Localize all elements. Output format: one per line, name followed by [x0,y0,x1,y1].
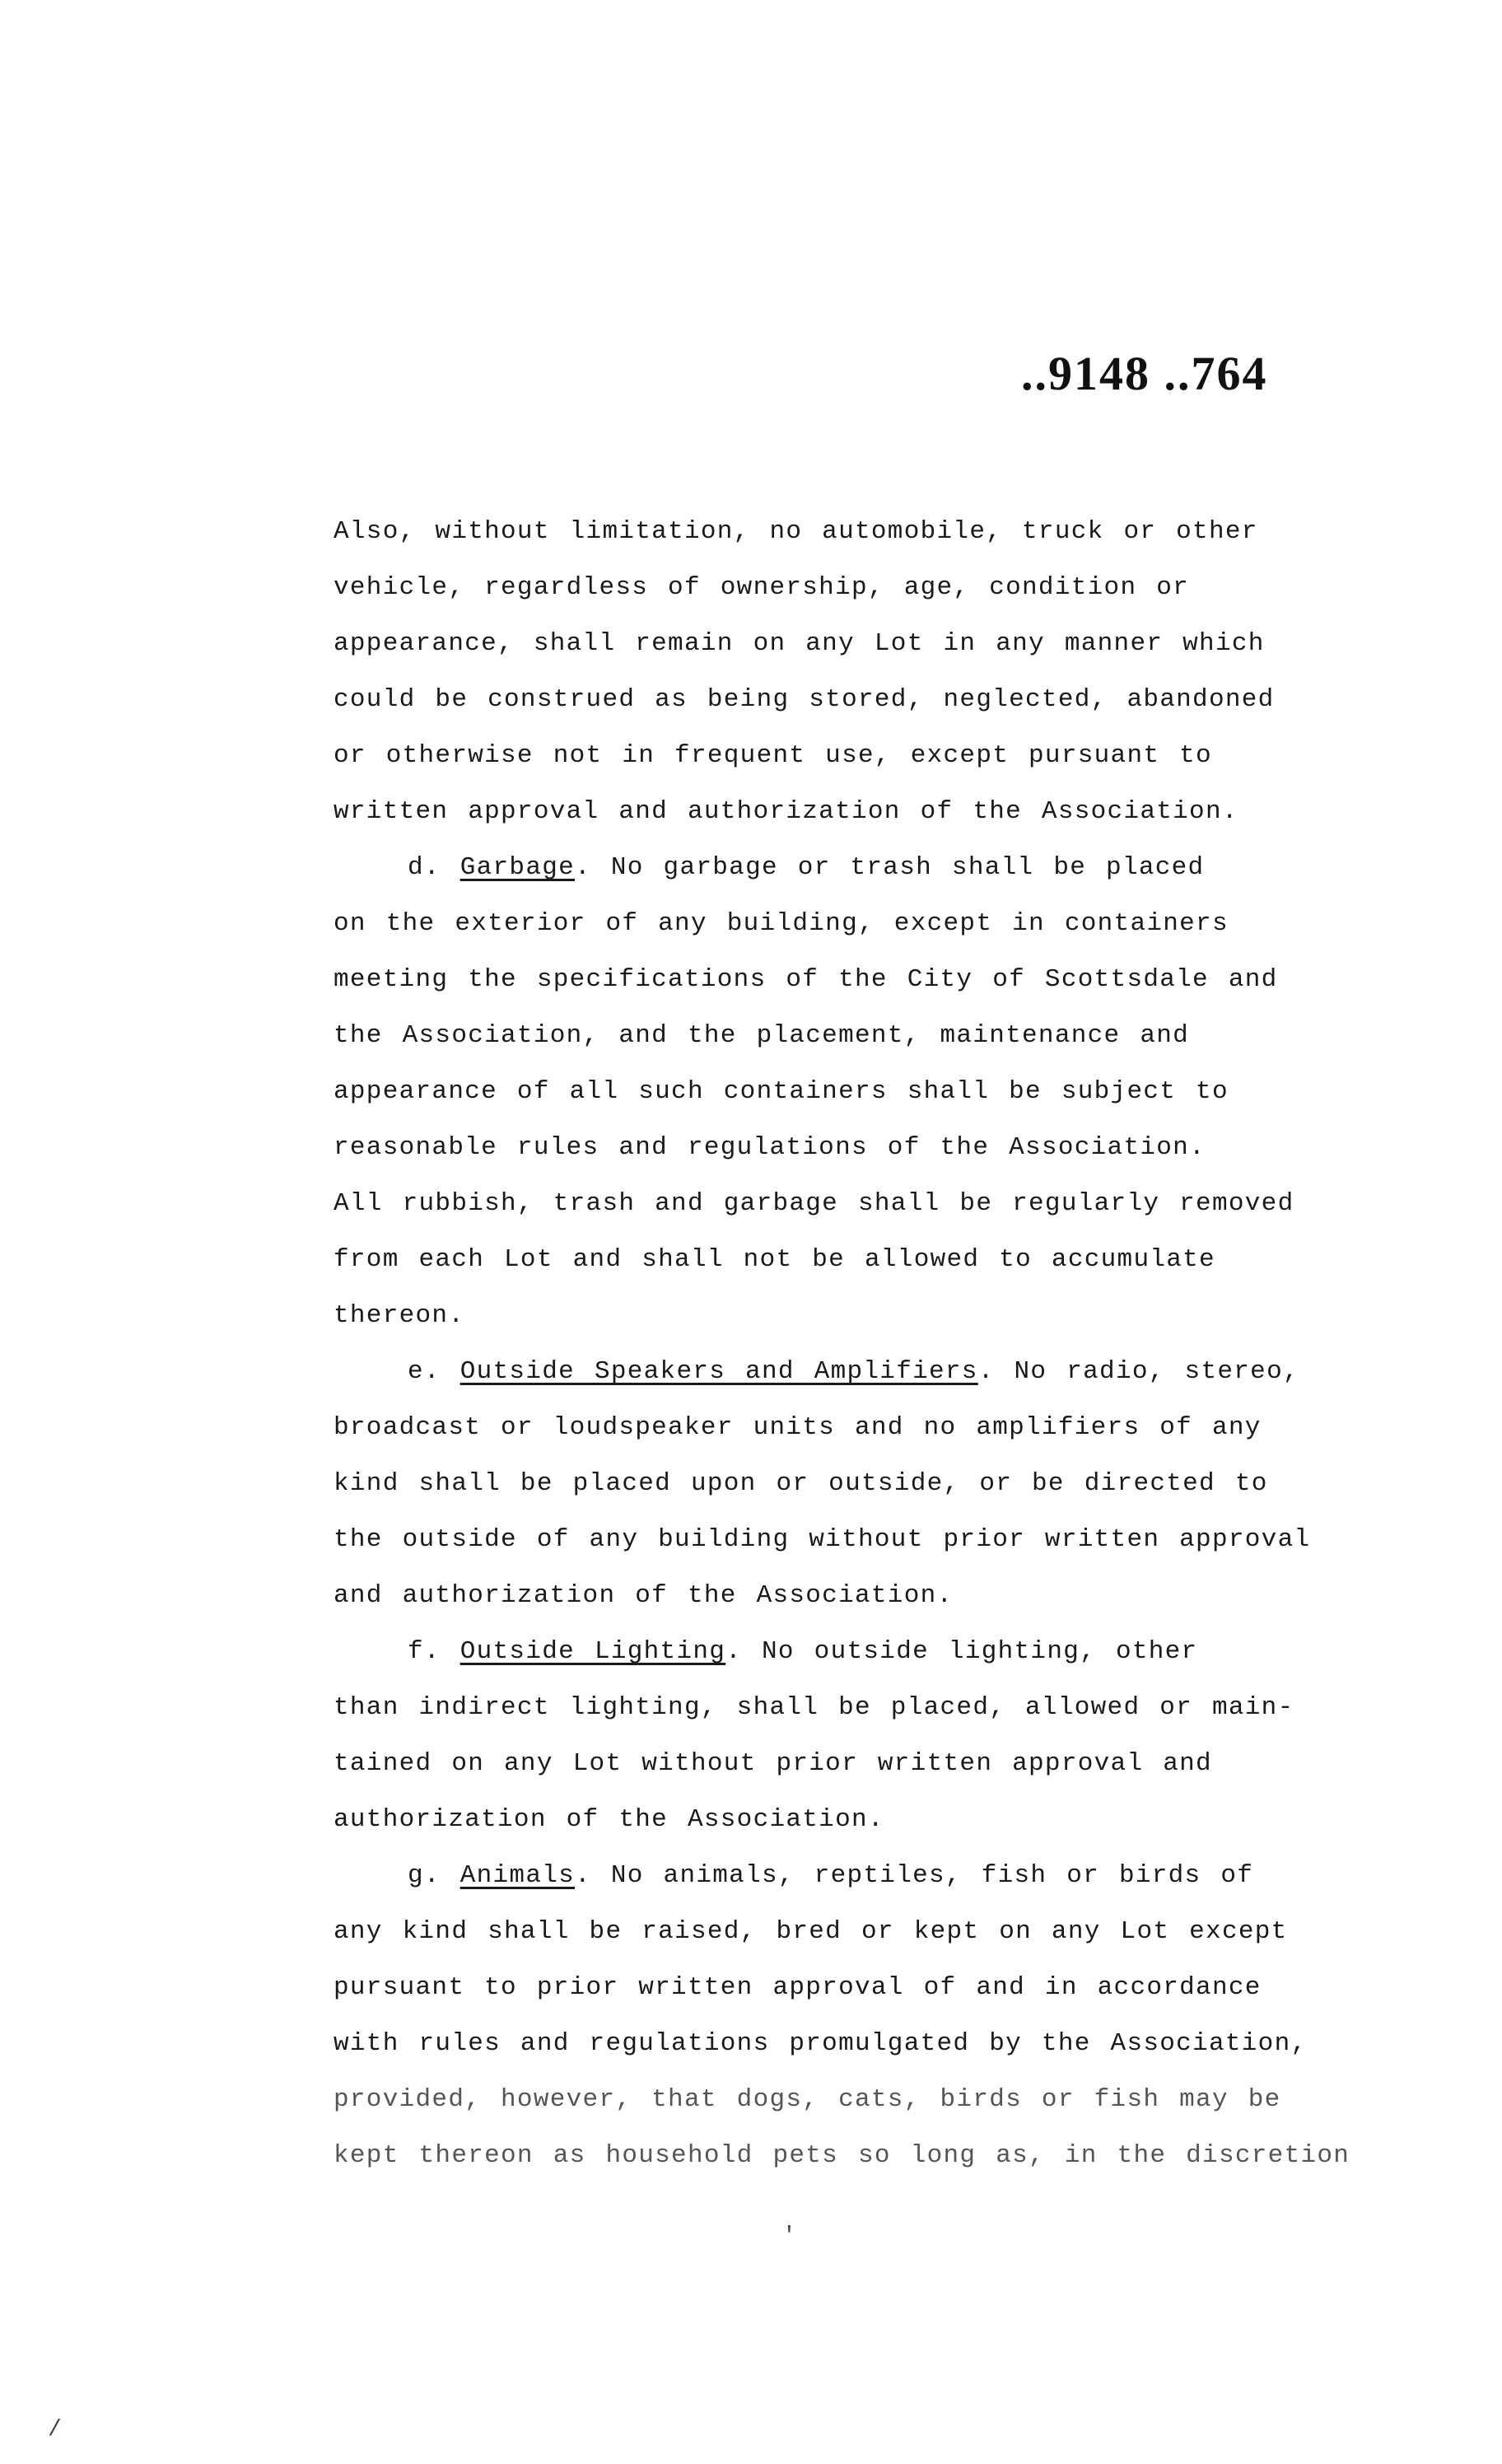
text-line: thereon. [334,1301,465,1330]
section-letter: d. [408,853,441,882]
text-line: than indirect lighting, shall be placed, allowed or main- [334,1693,1294,1722]
text-line: appearance, shall remain on any Lot in any manner which [334,629,1265,658]
text-line: provided, however, that dogs, cats, birds or fish may be [334,2085,1281,2114]
text-line: vehicle, regardless of ownership, age, condition or [334,573,1190,602]
section-lighting-heading-line: f. Outside Lighting. No outside lighting, other [408,1637,1198,1666]
text-line: pursuant to prior written approval of and in accordance [334,1973,1262,2002]
text-line: appearance of all such containers shall be subject to [334,1077,1229,1106]
section-letter: f. [408,1637,441,1666]
text-line: with rules and regulations promulgated by the Association, [334,2029,1308,2058]
section-heading-animals: Animals [459,1861,576,1890]
page-stamp: ..9148 ..764 [1021,347,1268,400]
section-animals-heading-line: g. Animals. No animals, reptiles, fish or birds of [408,1861,1254,1890]
section-heading-garbage: Garbage [459,853,576,882]
section-letter: g. [408,1861,441,1890]
section-speakers-heading-line: e. Outside Speakers and Amplifiers. No radio, stereo, [408,1357,1299,1386]
text-line: Also, without limitation, no automobile, truck or other [334,517,1258,546]
text-line: reasonable rules and regulations of the Association. [334,1133,1206,1162]
section-letter: e. [408,1357,441,1386]
text-line: and authorization of the Association. [334,1581,954,1610]
text-line: the Association, and the placement, maintenance and [334,1021,1190,1050]
scan-mark: / [48,2417,62,2443]
text-line: kind shall be placed upon or outside, or be directed to [334,1469,1268,1498]
text-line: on the exterior of any building, except in containers [334,909,1229,938]
text-line: the outside of any building without prior written approval [334,1525,1311,1554]
text-line: tained on any Lot without prior written approval and [334,1749,1212,1778]
text-line: broadcast or loudspeaker units and no amplifiers of any [334,1413,1262,1442]
text-line: any kind shall be raised, bred or kept on any Lot except [334,1917,1288,1946]
text-line: or otherwise not in frequent use, except pursuant to [334,741,1212,770]
text-line: All rubbish, trash and garbage shall be regularly removed [334,1189,1294,1218]
scan-mark: ' [782,2224,796,2249]
text-line: could be construed as being stored, neglected, abandoned [334,685,1275,714]
text-line: kept thereon as household pets so long as, in the discretion [334,2141,1350,2170]
text-line: written approval and authorization of the Association. [334,797,1238,826]
section-heading-speakers: Outside Speakers and Amplifiers [459,1357,978,1386]
text-line: authorization of the Association. [334,1805,884,1834]
document-body [334,504,1404,2184]
section-garbage-heading-line: d. Garbage. No garbage or trash shall be placed [408,853,1205,882]
section-heading-lighting: Outside Lighting [459,1637,726,1666]
text-line: from each Lot and shall not be allowed to accumulate [334,1245,1215,1274]
text-line: meeting the specifications of the City of Scottsdale and [334,965,1278,994]
